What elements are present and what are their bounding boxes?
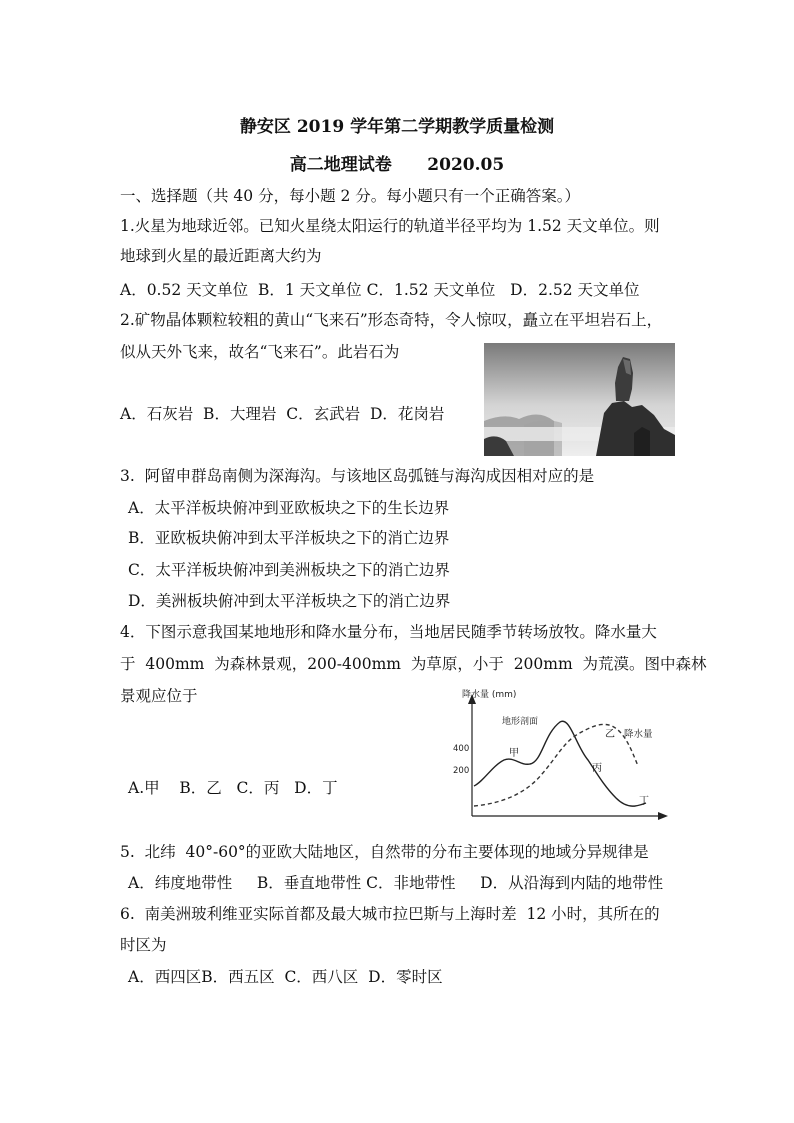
precipitation-label: 降水量 xyxy=(624,729,653,740)
terrain-profile-label: 地形剖面 xyxy=(502,717,539,727)
feilaishi-rock-photo xyxy=(484,343,675,456)
q1-options: A．0.52 天文单位 B．1 天文单位 C．1.52 天文单位 D．2.52 天文单位 xyxy=(120,281,640,299)
q2-options: A．石灰岩 B．大理岩 C．玄武岩 D．花岗岩 xyxy=(120,405,445,423)
label-bing: 丙 xyxy=(592,763,602,774)
tick-200: 200 xyxy=(453,766,470,776)
q4-line2: 于 400mm 为森林景观，200-400mm 为草原，小于 200mm 为荒漠。图中森林 xyxy=(120,655,707,673)
label-yi: 乙 xyxy=(605,729,615,740)
q3-option-b: B．亚欧板块俯冲到太平洋板块之下的消亡边界 xyxy=(128,529,450,547)
q3-option-a: A．太平洋板块俯冲到亚欧板块之下的生长边界 xyxy=(128,499,450,517)
q4-line1: 4．下图示意我国某地地形和降水量分布，当地居民随季节转场放牧。降水量大 xyxy=(120,623,657,641)
q6-line2: 时区为 xyxy=(120,936,167,954)
q6-options: A．西四区B．西五区 C．西八区 D．零时区 xyxy=(128,968,443,986)
x-axis-arrow xyxy=(658,812,668,820)
q5-options: A．纬度地带性 B．垂直地带性 C．非地带性 D．从沿海到内陆的地带性 xyxy=(128,874,664,892)
exam-title: 静安区 2019 学年第二学期教学质量检测 xyxy=(239,117,555,137)
label-ding: 丁 xyxy=(639,796,649,807)
q1-line2: 地球到火星的最近距离大约为 xyxy=(120,247,322,265)
section-heading: 一、选择题（共 40 分，每小题 2 分。每小题只有一个正确答案。） xyxy=(120,187,581,205)
terrain-precipitation-figure xyxy=(452,686,672,826)
q3-option-d: D．美洲板块俯冲到太平洋板块之下的消亡边界 xyxy=(128,592,451,610)
q3-option-c: C．太平洋板块俯冲到美洲板块之下的消亡边界 xyxy=(128,561,450,579)
q1-line1: 1.火星为地球近邻。已知火星绕太阳运行的轨道半径平均为 1.52 天文单位。则 xyxy=(120,217,660,235)
label-jia: 甲 xyxy=(509,748,519,759)
tick-400: 400 xyxy=(453,744,470,754)
q2-line2: 似从天外飞来，故名“飞来石”。此岩石为 xyxy=(120,343,400,361)
exam-subtitle: 高二地理试卷 2020.05 xyxy=(289,155,505,175)
q3-stem: 3. 阿留申群岛南侧为深海沟。与该地区岛弧链与海沟成因相对应的是 xyxy=(120,467,595,485)
q6-line1: 6. 南美洲玻利维亚实际首都及最大城市拉巴斯与上海时差 12 小时，其所在的 xyxy=(120,905,660,923)
q2-line1: 2.矿物晶体颗粒较粗的黄山“飞来石”形态奇特，令人惊叹，矗立在平坦岩石上， xyxy=(120,311,663,329)
q4-line3: 景观应位于 xyxy=(120,687,198,705)
y-axis-label: 降水量 (mm) xyxy=(462,690,517,700)
q5-stem: 5. 北纬 40°-60°的亚欧大陆地区，自然带的分布主要体现的地域分异规律是 xyxy=(120,843,649,861)
terrain-profile-line xyxy=(474,721,646,806)
q4-options: A.甲 B．乙 C．丙 D．丁 xyxy=(128,779,338,797)
